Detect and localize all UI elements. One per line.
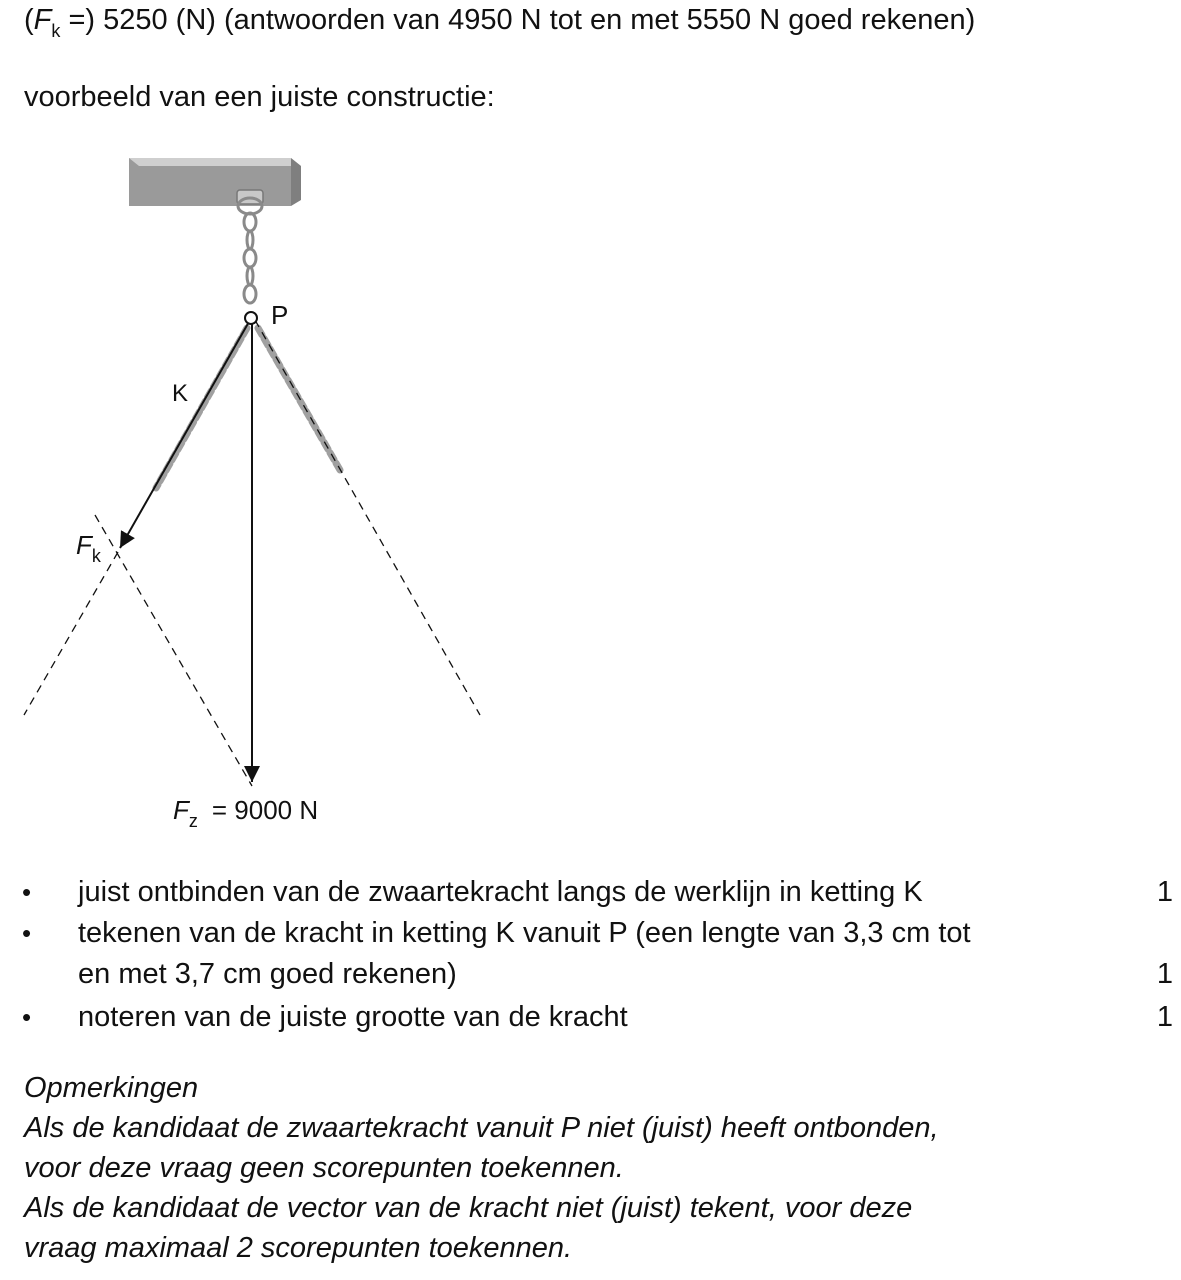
- label-Fz: [173, 795, 318, 831]
- criterion-text: en met 3,7 cm goed rekenen): [78, 958, 457, 990]
- remarks-title: Opmerkingen: [24, 1072, 199, 1104]
- ceiling-beam: [129, 158, 301, 206]
- label-Fz-sub: z: [188, 811, 198, 831]
- answer-symbol: F: [33, 4, 52, 36]
- mount-ring: [237, 190, 263, 214]
- criterion-score: 1: [1156, 1001, 1173, 1033]
- criterion-score: 1: [1156, 958, 1173, 990]
- label-Fz-value: = 9000 N: [211, 795, 319, 825]
- parallel-line-from-Fz: [95, 515, 252, 786]
- chain-K: [156, 328, 247, 488]
- criterion-item: [0, 997, 1181, 1037]
- answer-prefix: (: [24, 4, 34, 36]
- bullet: •: [22, 877, 32, 907]
- criterion-item: [0, 913, 1181, 953]
- criterion-score: 1: [1156, 876, 1173, 908]
- remarks-line: voor deze vraag geen scorepunten toekennen.: [24, 1152, 624, 1184]
- vertical-chain: [244, 213, 256, 303]
- label-P: P: [271, 300, 289, 330]
- label-K: K: [172, 380, 189, 407]
- point-P: [245, 312, 257, 324]
- remarks-line: Als de kandidaat de zwaartekracht vanuit P niet (juist) heeft ontbonden,: [24, 1112, 939, 1144]
- vector-Fk: [120, 320, 250, 548]
- criterion-text: tekenen van de kracht in ketting K vanuit P (een lengte van 3,3 cm tot: [78, 917, 971, 949]
- line-of-action-left: [24, 552, 118, 715]
- label-Fk-main: F: [76, 530, 92, 560]
- label-Fk: [76, 530, 102, 566]
- criterion-item-continuation: [0, 954, 1181, 994]
- bullet: •: [22, 918, 32, 948]
- criterion-item: [0, 872, 1181, 912]
- label-Fk-sub: k: [91, 546, 101, 566]
- criterion-text: juist ontbinden van de zwaartekracht langs de werklijn in ketting K: [78, 876, 923, 908]
- label-Fz-main: F: [173, 795, 189, 825]
- answer-text: =) 5250 (N) (antwoorden van 4950 N tot en met 5550 N goed rekenen): [60, 4, 976, 36]
- remarks-line: Als de kandidaat de vector van de kracht niet (juist) tekent, voor deze: [24, 1192, 913, 1224]
- example-heading: voorbeeld van een juiste constructie:: [24, 81, 495, 113]
- force-construction-figure: [0, 140, 520, 860]
- bullet: •: [22, 1002, 32, 1032]
- remarks-line: vraag maximaal 2 scorepunten toekennen.: [24, 1232, 573, 1264]
- answer-line: [24, 3, 975, 40]
- answer-symbol-sub: k: [51, 21, 61, 41]
- criterion-text: noteren van de juiste grootte van de kracht: [78, 1001, 628, 1033]
